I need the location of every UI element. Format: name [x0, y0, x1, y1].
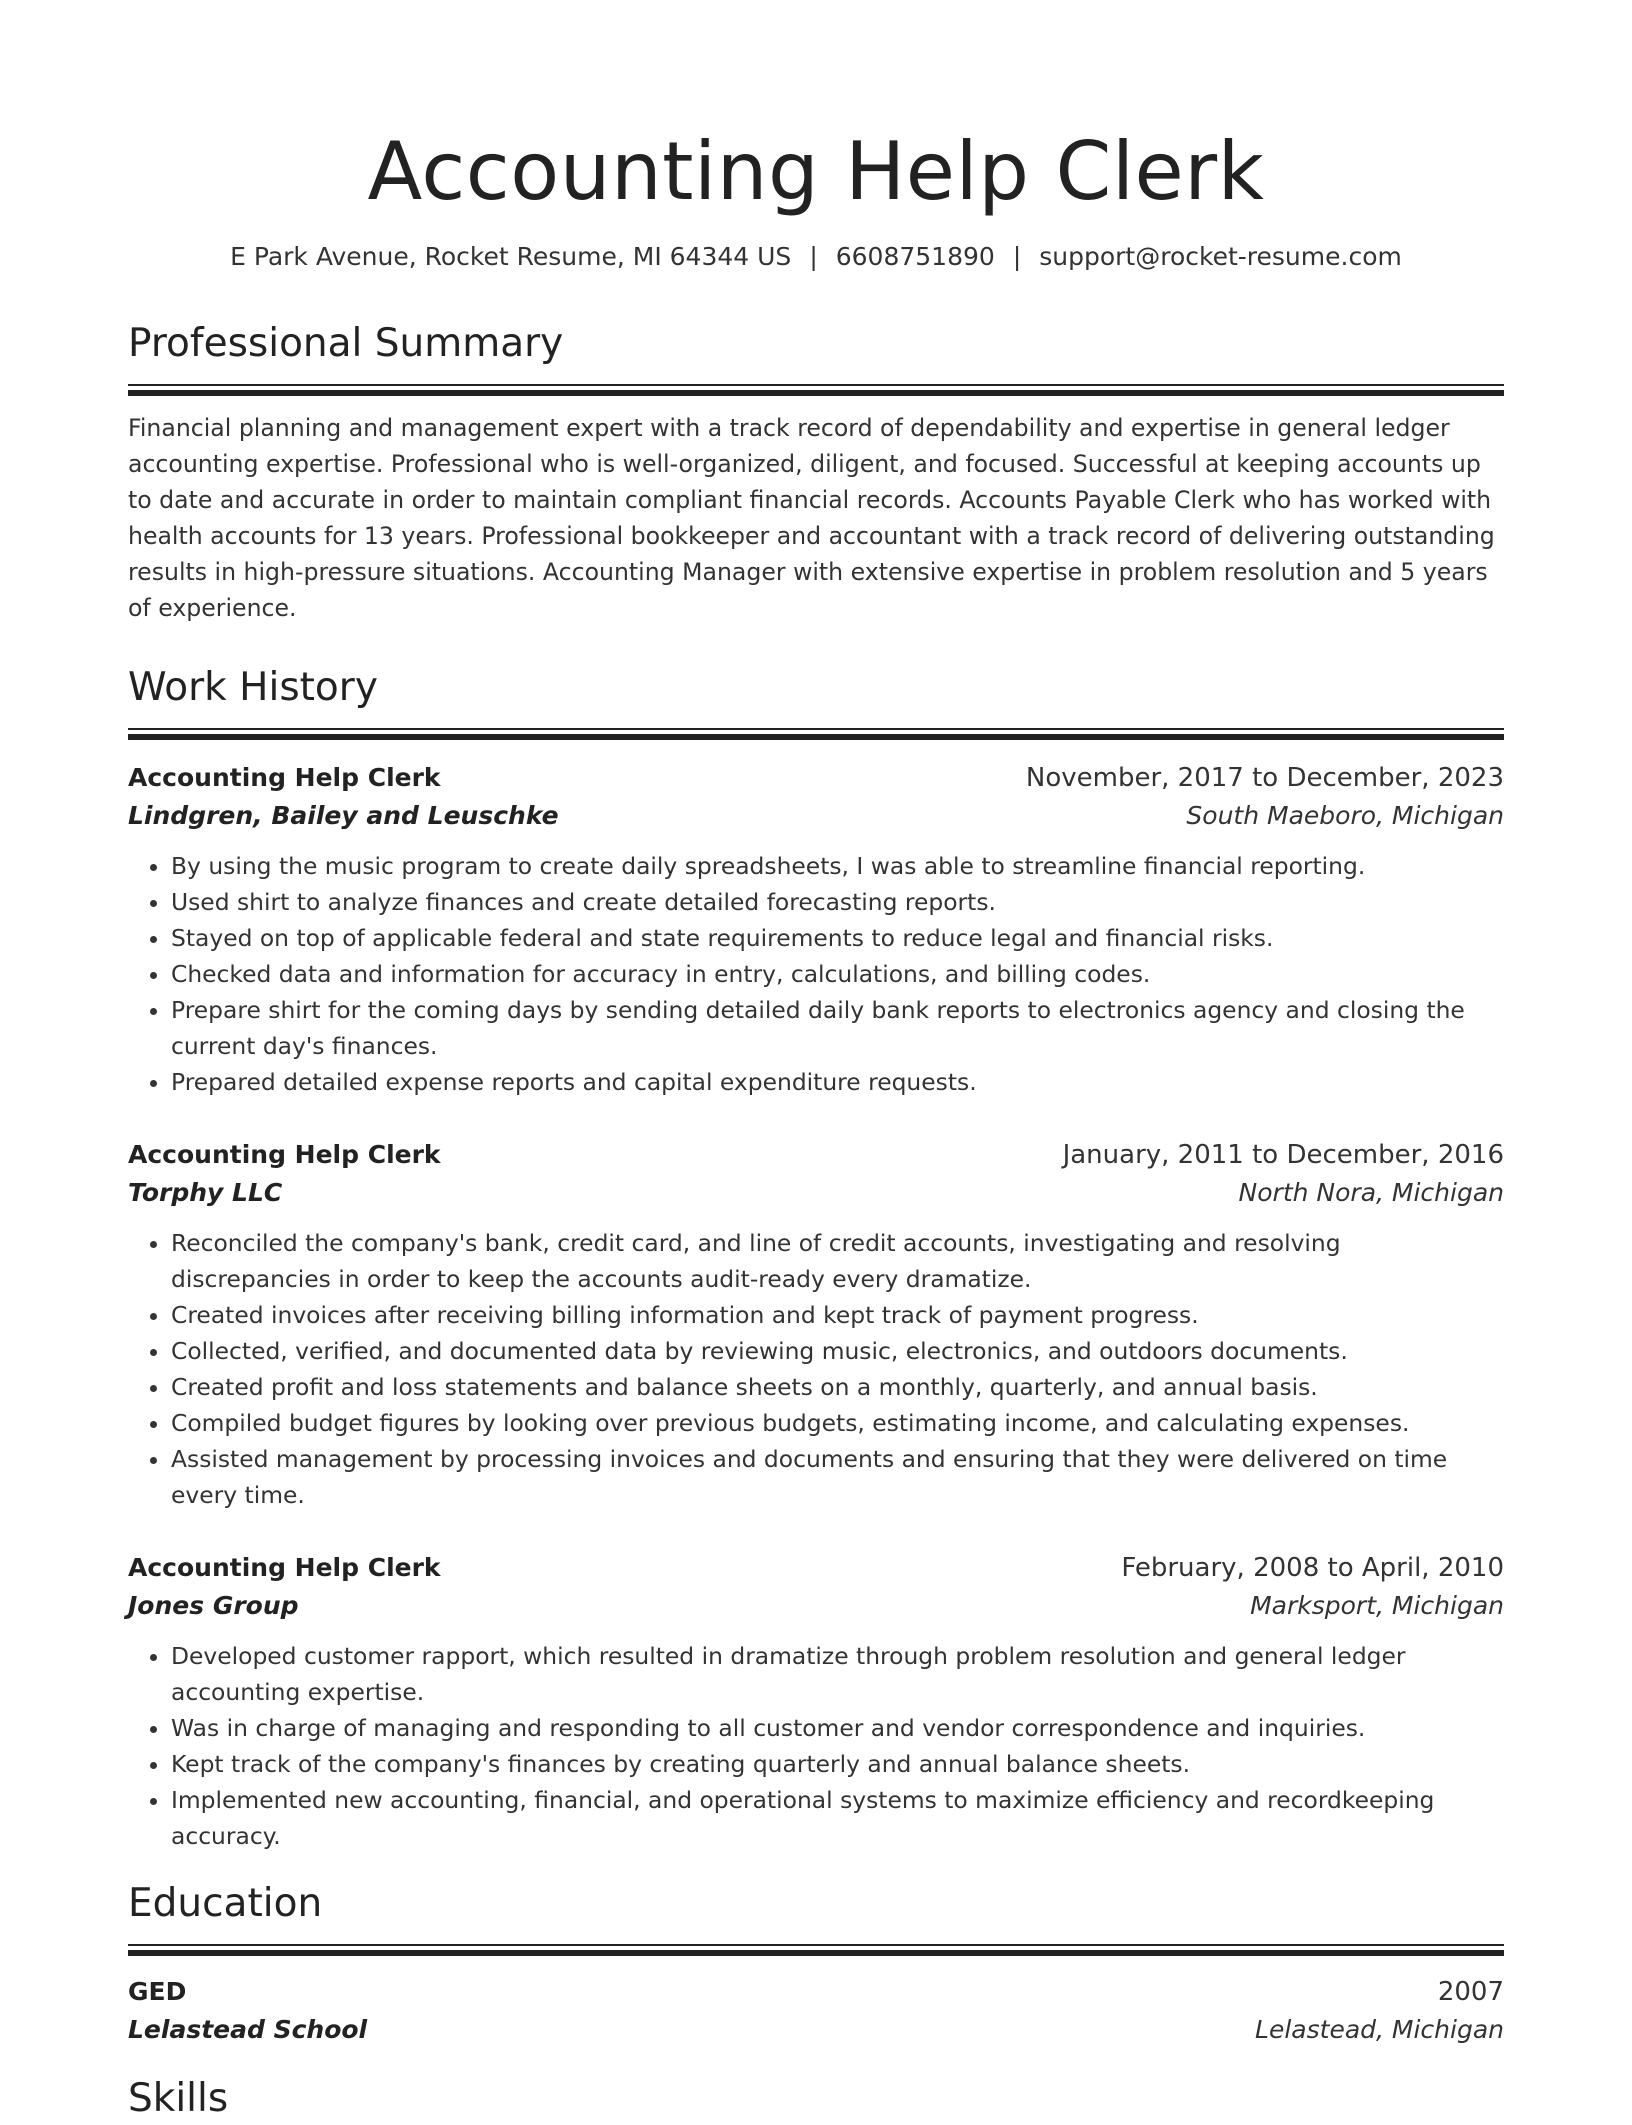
job-company-row — [128, 797, 1504, 835]
job-bullet: • Stayed on top of applicable federal and state requirements to reduce legal and financial risks. — [171, 920, 1504, 956]
job-bullet: • Kept track of the company's finances by creating quarterly and annual balance sheets. — [171, 1746, 1504, 1782]
contact-address: E Park Avenue, Rocket Resume, MI 64344 US — [230, 242, 792, 271]
contact-email: support@rocket-resume.com — [1039, 242, 1402, 271]
job-entry — [128, 759, 1504, 1100]
contact-separator: | — [1012, 242, 1022, 271]
summary-text: Financial planning and management expert with a track record of dependability and expertise in general ledger accounting expertise. Professional who is well-organized, diligent, and focused. Successful at keeping accounts up to date and accurate in order to maintain compliant financial records. Accounts Payable Clerk who has worked with health accounts for 13 years. Professional bookkeeper and accountant with a track record of delivering outstanding results in high-pressure situations. Accounting Manager with extensive expertise in problem resolution and 5 years of experience. — [128, 414, 1495, 622]
job-dates: November, 2017 to December, 2023 — [1025, 763, 1504, 793]
job-bullet: • Created invoices after receiving billing information and kept track of payment progress. — [171, 1297, 1504, 1333]
job-bullets — [128, 848, 1504, 1100]
job-bullet: • Assisted management by processing invoices and documents and ensuring that they were delivered on time every time. — [171, 1441, 1504, 1513]
job-bullet: • Was in charge of managing and responding to all customer and vendor correspondence and inquiries. — [171, 1710, 1504, 1746]
job-company-row — [128, 1587, 1504, 1625]
job-location: South Maeboro, Michigan — [1186, 801, 1504, 830]
section-divider — [128, 384, 1504, 395]
job-title: Accounting Help Clerk — [128, 763, 441, 792]
job-dates: January, 2011 to December, 2016 — [1062, 1140, 1504, 1170]
education-degree-row — [128, 1973, 1504, 2011]
education-year: 2007 — [1437, 1977, 1504, 2007]
job-dates: February, 2008 to April, 2010 — [1121, 1553, 1504, 1583]
job-header-row — [128, 1136, 1504, 1174]
job-bullet: • Developed customer rapport, which resulted in dramatize through problem resolution and general ledger accounting expertise. — [171, 1638, 1504, 1710]
contact-line — [128, 240, 1504, 274]
job-bullet: • Reconciled the company's bank, credit card, and line of credit accounts, investigating and resolving discrepancies in order to keep the accounts audit-ready every dramatize. — [171, 1225, 1504, 1297]
job-bullet: • Collected, verified, and documented data by reviewing music, electronics, and outdoors documents. — [171, 1333, 1504, 1369]
work-history-section — [128, 662, 1504, 1854]
education-section — [128, 1878, 1504, 2049]
section-title-education: Education — [128, 1881, 323, 1926]
job-entry — [128, 1549, 1504, 1854]
education-entry — [128, 1973, 1504, 2049]
job-bullet: • Checked data and information for accuracy in entry, calculations, and billing codes. — [171, 956, 1504, 992]
job-location: North Nora, Michigan — [1238, 1178, 1504, 1207]
contact-phone: 6608751890 — [835, 242, 995, 271]
job-company-row — [128, 1174, 1504, 1212]
job-bullets — [128, 1638, 1504, 1854]
job-bullet: • Implemented new accounting, financial, and operational systems to maximize efficiency and recordkeeping accuracy. — [171, 1782, 1504, 1854]
job-header-row — [128, 1549, 1504, 1587]
job-company: Torphy LLC — [128, 1178, 283, 1207]
job-bullets — [128, 1225, 1504, 1513]
job-company: Jones Group — [128, 1591, 299, 1620]
section-title-summary: Professional Summary — [128, 321, 564, 366]
contact-separator: | — [809, 242, 818, 271]
job-entry — [128, 1136, 1504, 1513]
job-bullet: • Created profit and loss statements and balance sheets on a monthly, quarterly, and annual basis. — [171, 1369, 1504, 1405]
job-bullet: • Prepare shirt for the coming days by sending detailed daily bank reports to electronics agency and closing the current day's finances. — [171, 992, 1504, 1064]
section-divider — [128, 1944, 1504, 1955]
education-school-row — [128, 2011, 1504, 2049]
job-company: Lindgren, Bailey and Leuschke — [128, 801, 559, 830]
education-school: Lelastead School — [128, 2015, 368, 2044]
education-location: Lelastead, Michigan — [1255, 2015, 1504, 2044]
job-title: Accounting Help Clerk — [128, 1553, 441, 1582]
job-location: Marksport, Michigan — [1250, 1591, 1504, 1620]
job-bullet: • Compiled budget figures by looking over previous budgets, estimating income, and calculating expenses. — [171, 1405, 1504, 1441]
section-title-skills: Skills — [128, 2076, 229, 2121]
section-divider — [128, 728, 1504, 739]
job-bullet: • By using the music program to create daily spreadsheets, I was able to streamline financial reporting. — [171, 848, 1504, 884]
skills-section — [128, 2073, 1504, 2125]
education-degree: GED — [128, 1977, 187, 2006]
job-header-row — [128, 759, 1504, 797]
job-bullet: • Prepared detailed expense reports and capital expenditure requests. — [171, 1064, 1504, 1100]
section-title-work-history: Work History — [128, 665, 378, 710]
professional-summary-section — [128, 318, 1504, 626]
job-bullet: • Used shirt to analyze finances and create detailed forecasting reports. — [171, 884, 1504, 920]
job-title: Accounting Help Clerk — [128, 1140, 441, 1169]
resume-name: Accounting Help Clerk — [367, 125, 1265, 218]
